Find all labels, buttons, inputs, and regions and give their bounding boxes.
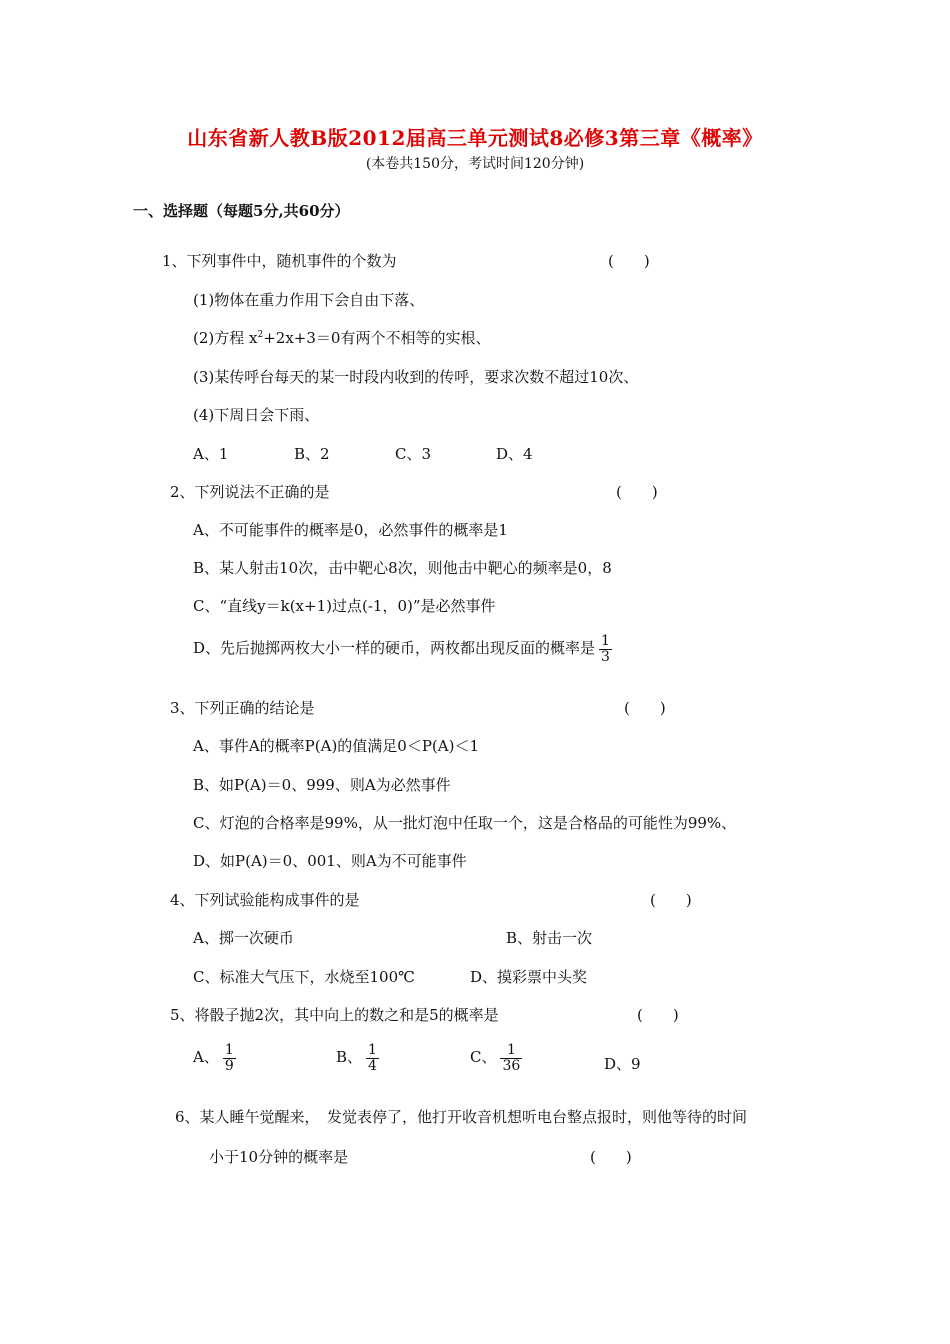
q3-option-c: C、灯泡的合格率是99%，从一批灯泡中任取一个，这是合格品的可能性为99%、 [193,814,737,832]
q4-option-d: D、摸彩票中头奖 [470,968,588,986]
q3-option-b: B、如P(A)＝0、999、则A为必然事件 [193,776,451,794]
q1-item-1: (1)物体在重力作用下会自由下落、 [193,291,425,309]
page-title: 山东省新人教B版2012届高三单元测试8必修3第三章《概率》 [187,126,763,150]
q4-stem: 4、下列试验能构成事件的是 [170,891,360,909]
q5-answer-paren: ( ) [637,1006,679,1024]
q2-answer-paren: ( ) [616,483,658,501]
q2-fraction: $\frac{1}{3}$ [601,633,610,665]
q1-option-d: D、4 [496,445,533,463]
q5-fraction-b: $\frac{1}{4}$ [368,1042,377,1074]
q1-option-b: B、2 [294,445,330,463]
q1-option-c: C、3 [395,445,432,463]
q4-answer-paren: ( ) [650,891,692,909]
q4-option-b: B、射击一次 [506,929,593,947]
q5-option-d: D、9 [604,1055,641,1073]
q2-option-a: A、不可能事件的概率是0，必然事件的概率是1 [193,521,508,539]
q3-stem: 3、下列正确的结论是 [170,699,315,717]
q5-stem: 5、将骰子抛2次，其中向上的数之和是5的概率是 [170,1006,499,1024]
q5-option-b: B、 $\frac{1}{4}$ [336,1042,377,1074]
q5-fraction-c: $\frac{1}{36}$ [502,1042,521,1074]
q3-option-a: A、事件A的概率P(A)的值满足0＜P(A)＜1 [193,737,480,755]
q1-item-2: (2)方程 $x^2+2x+3=0$有两个不相等的实根、 [193,329,491,347]
q1-answer-paren: ( ) [608,252,650,270]
q1-item-4: (4)下周日会下雨、 [193,406,320,424]
q4-option-c: C、标准大气压下，水烧至100℃ [193,968,415,986]
q6-stem-line-1: 6、某人睡午觉醒来， 发觉表停了，他打开收音机想听电台整点报时，则他等待的时间 [175,1108,748,1126]
q2-option-c: C、“直线y＝k(x+1)过点(-1，0)”是必然事件 [193,597,496,615]
q5-option-a: A、 $\frac{1}{9}$ [193,1042,234,1074]
q2-stem: 2、下列说法不正确的是 [170,483,330,501]
q2-option-d: D、先后抛掷两枚大小一样的硬币，两枚都出现反面的概率是 $\frac{1}{3}$ [193,633,610,665]
q3-answer-paren: ( ) [624,699,666,717]
q4-option-a: A、掷一次硬币 [193,929,294,947]
q5-fraction-a: $\frac{1}{9}$ [224,1042,234,1074]
q1-option-a: A、1 [193,445,229,463]
q5-option-c: C、 $\frac{1}{36}$ [470,1042,521,1074]
exam-info: (本卷共150分，考试时间120分钟) [365,156,585,172]
q1-stem: 1、下列事件中，随机事件的个数为 [162,252,397,270]
q6-stem-line-2: 小于10分钟的概率是 [209,1148,349,1166]
q2-option-b: B、某人射击10次，击中靶心8次，则他击中靶心的频率是0，8 [193,559,612,577]
q3-option-d: D、如P(A)＝0、001、则A为不可能事件 [193,852,467,870]
q6-answer-paren: ( ) [590,1148,632,1166]
q1-item-3: (3)某传呼台每天的某一时段内收到的传呼，要求次数不超过10次、 [193,368,639,386]
section-heading: 一、选择题（每题5分,共60分） [133,202,350,220]
